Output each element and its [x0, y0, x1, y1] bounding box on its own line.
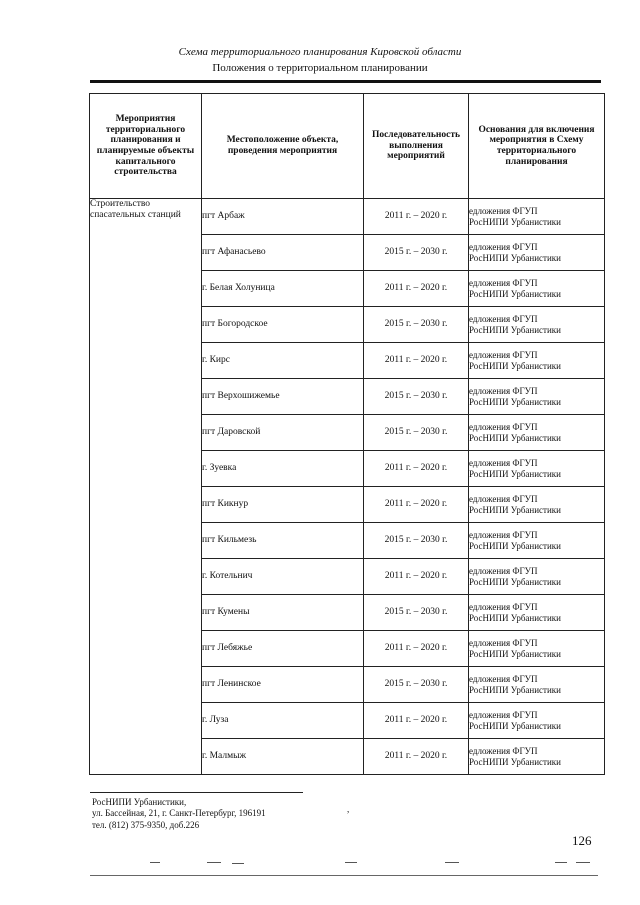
basis-line-2: РосНИПИ Урбанистики — [469, 756, 561, 767]
scan-artifact — [345, 862, 357, 863]
basis-line-2: РосНИПИ Урбанистики — [469, 216, 561, 227]
period-cell: 2015 г. – 2030 г. — [364, 379, 469, 415]
basis-cell — [469, 595, 605, 631]
basis-line-1: едложения ФГУП — [469, 206, 538, 217]
basis-cell — [469, 451, 605, 487]
basis-cell — [469, 415, 605, 451]
planning-table — [89, 93, 605, 775]
location-cell: г. Белая Холуница — [202, 271, 364, 307]
location-cell: пгт Верхошижемье — [202, 379, 364, 415]
period-cell: 2015 г. – 2030 г. — [364, 523, 469, 559]
page-number: 126 — [572, 833, 592, 848]
footnote — [92, 797, 266, 831]
location-cell: пгт Богородское — [202, 307, 364, 343]
period-cell: 2011 г. – 2020 г. — [364, 487, 469, 523]
location-cell: г. Котельнич — [202, 559, 364, 595]
basis-line-2: РосНИПИ Урбанистики — [469, 396, 561, 407]
basis-line-1: едложения ФГУП — [469, 422, 538, 433]
basis-line-1: едложения ФГУП — [469, 494, 538, 505]
basis-cell — [469, 199, 605, 235]
basis-line-2: РосНИПИ Урбанистики — [469, 540, 561, 551]
table-body — [90, 199, 605, 775]
period-cell: 2015 г. – 2030 г. — [364, 307, 469, 343]
location-cell: пгт Кильмезь — [202, 523, 364, 559]
table-header-row — [90, 94, 605, 199]
location-cell: пгт Арбаж — [202, 199, 364, 235]
period-cell: 2011 г. – 2020 г. — [364, 703, 469, 739]
location-cell: пгт Ленинское — [202, 667, 364, 703]
basis-line-2: РосНИПИ Урбанистики — [469, 324, 561, 335]
basis-line-1: едложения ФГУП — [469, 278, 538, 289]
basis-line-1: едложения ФГУП — [469, 530, 538, 541]
table-row — [90, 199, 605, 235]
basis-line-2: РосНИПИ Урбанистики — [469, 252, 561, 263]
header-sequence: Последовательность выполнения мероприятий — [364, 94, 469, 199]
basis-cell — [469, 739, 605, 775]
scan-artifact — [445, 862, 459, 863]
scan-artifact — [150, 862, 160, 863]
basis-line-1: едложения ФГУП — [469, 746, 538, 757]
basis-line-1: едложения ФГУП — [469, 458, 538, 469]
basis-line-1: едложения ФГУП — [469, 350, 538, 361]
basis-cell — [469, 343, 605, 379]
header-location: Местоположение объекта, проведения мероприятия — [202, 94, 364, 199]
basis-line-2: РосНИПИ Урбанистики — [469, 360, 561, 371]
footnote-rule — [90, 792, 303, 793]
location-cell: пгт Кумены — [202, 595, 364, 631]
period-cell: 2015 г. – 2030 г. — [364, 235, 469, 271]
basis-line-2: РосНИПИ Урбанистики — [469, 504, 561, 515]
period-cell: 2011 г. – 2020 г. — [364, 739, 469, 775]
basis-cell — [469, 631, 605, 667]
period-cell: 2011 г. – 2020 г. — [364, 199, 469, 235]
basis-cell — [469, 667, 605, 703]
location-cell: г. Зуевка — [202, 451, 364, 487]
document-subtitle: Положения о территориальном планировании — [212, 62, 428, 74]
period-cell: 2015 г. – 2030 г. — [364, 595, 469, 631]
basis-cell — [469, 559, 605, 595]
basis-line-1: едложения ФГУП — [469, 638, 538, 649]
scan-artifact — [555, 862, 567, 863]
period-cell: 2011 г. – 2020 г. — [364, 451, 469, 487]
scan-artifact — [232, 863, 244, 864]
footnote-org: РосНИПИ Урбанистики, — [92, 797, 187, 807]
basis-line-1: едложения ФГУП — [469, 602, 538, 613]
basis-line-1: едложения ФГУП — [469, 566, 538, 577]
footnote-phone: тел. (812) 375-9350, доб.226 — [92, 819, 200, 830]
basis-cell — [469, 487, 605, 523]
period-cell: 2011 г. – 2020 г. — [364, 559, 469, 595]
header-rule — [90, 80, 601, 83]
footnote-address: ул. Бассейная, 21, г. Санкт-Петербург, 196191 — [92, 808, 266, 819]
scan-mark: , — [347, 804, 350, 814]
period-cell: 2011 г. – 2020 г. — [364, 343, 469, 379]
basis-line-1: едложения ФГУП — [469, 386, 538, 397]
location-cell: пгт Афанасьево — [202, 235, 364, 271]
period-cell: 2011 г. – 2020 г. — [364, 271, 469, 307]
basis-line-1: едложения ФГУП — [469, 314, 538, 325]
basis-line-2: РосНИПИ Урбанистики — [469, 612, 561, 623]
location-cell: г. Малмыж — [202, 739, 364, 775]
basis-cell — [469, 307, 605, 343]
location-cell: г. Кирс — [202, 343, 364, 379]
location-cell: пгт Кикнур — [202, 487, 364, 523]
location-cell: г. Луза — [202, 703, 364, 739]
document-title: Схема территориального планирования Кировской области — [178, 46, 462, 58]
scan-artifact — [576, 862, 590, 863]
basis-cell — [469, 703, 605, 739]
period-cell: 2015 г. – 2030 г. — [364, 415, 469, 451]
basis-line-2: РосНИПИ Урбанистики — [469, 648, 561, 659]
basis-line-2: РосНИПИ Урбанистики — [469, 468, 561, 479]
basis-line-2: РосНИПИ Урбанистики — [469, 288, 561, 299]
bottom-rule — [90, 875, 598, 876]
scan-artifact — [207, 862, 221, 863]
basis-line-2: РосНИПИ Урбанистики — [469, 684, 561, 695]
basis-line-1: едложения ФГУП — [469, 710, 538, 721]
basis-line-2: РосНИПИ Урбанистики — [469, 432, 561, 443]
basis-line-1: едложения ФГУП — [469, 674, 538, 685]
location-cell: пгт Даровской — [202, 415, 364, 451]
basis-cell — [469, 523, 605, 559]
basis-line-2: РосНИПИ Урбанистики — [469, 720, 561, 731]
basis-line-2: РосНИПИ Урбанистики — [469, 576, 561, 587]
basis-line-1: едложения ФГУП — [469, 242, 538, 253]
period-cell: 2015 г. – 2030 г. — [364, 667, 469, 703]
basis-cell — [469, 235, 605, 271]
period-cell: 2011 г. – 2020 г. — [364, 631, 469, 667]
basis-cell — [469, 379, 605, 415]
header-basis: Основания для включения мероприятия в Схему территориального планирования — [469, 94, 605, 199]
basis-cell — [469, 271, 605, 307]
location-cell: пгт Лебяжье — [202, 631, 364, 667]
activity-cell: Строительство спасательных станций — [90, 199, 202, 775]
header-activities: Мероприятия территориального планирования и планируемые объекты капитального строительства — [90, 94, 202, 199]
